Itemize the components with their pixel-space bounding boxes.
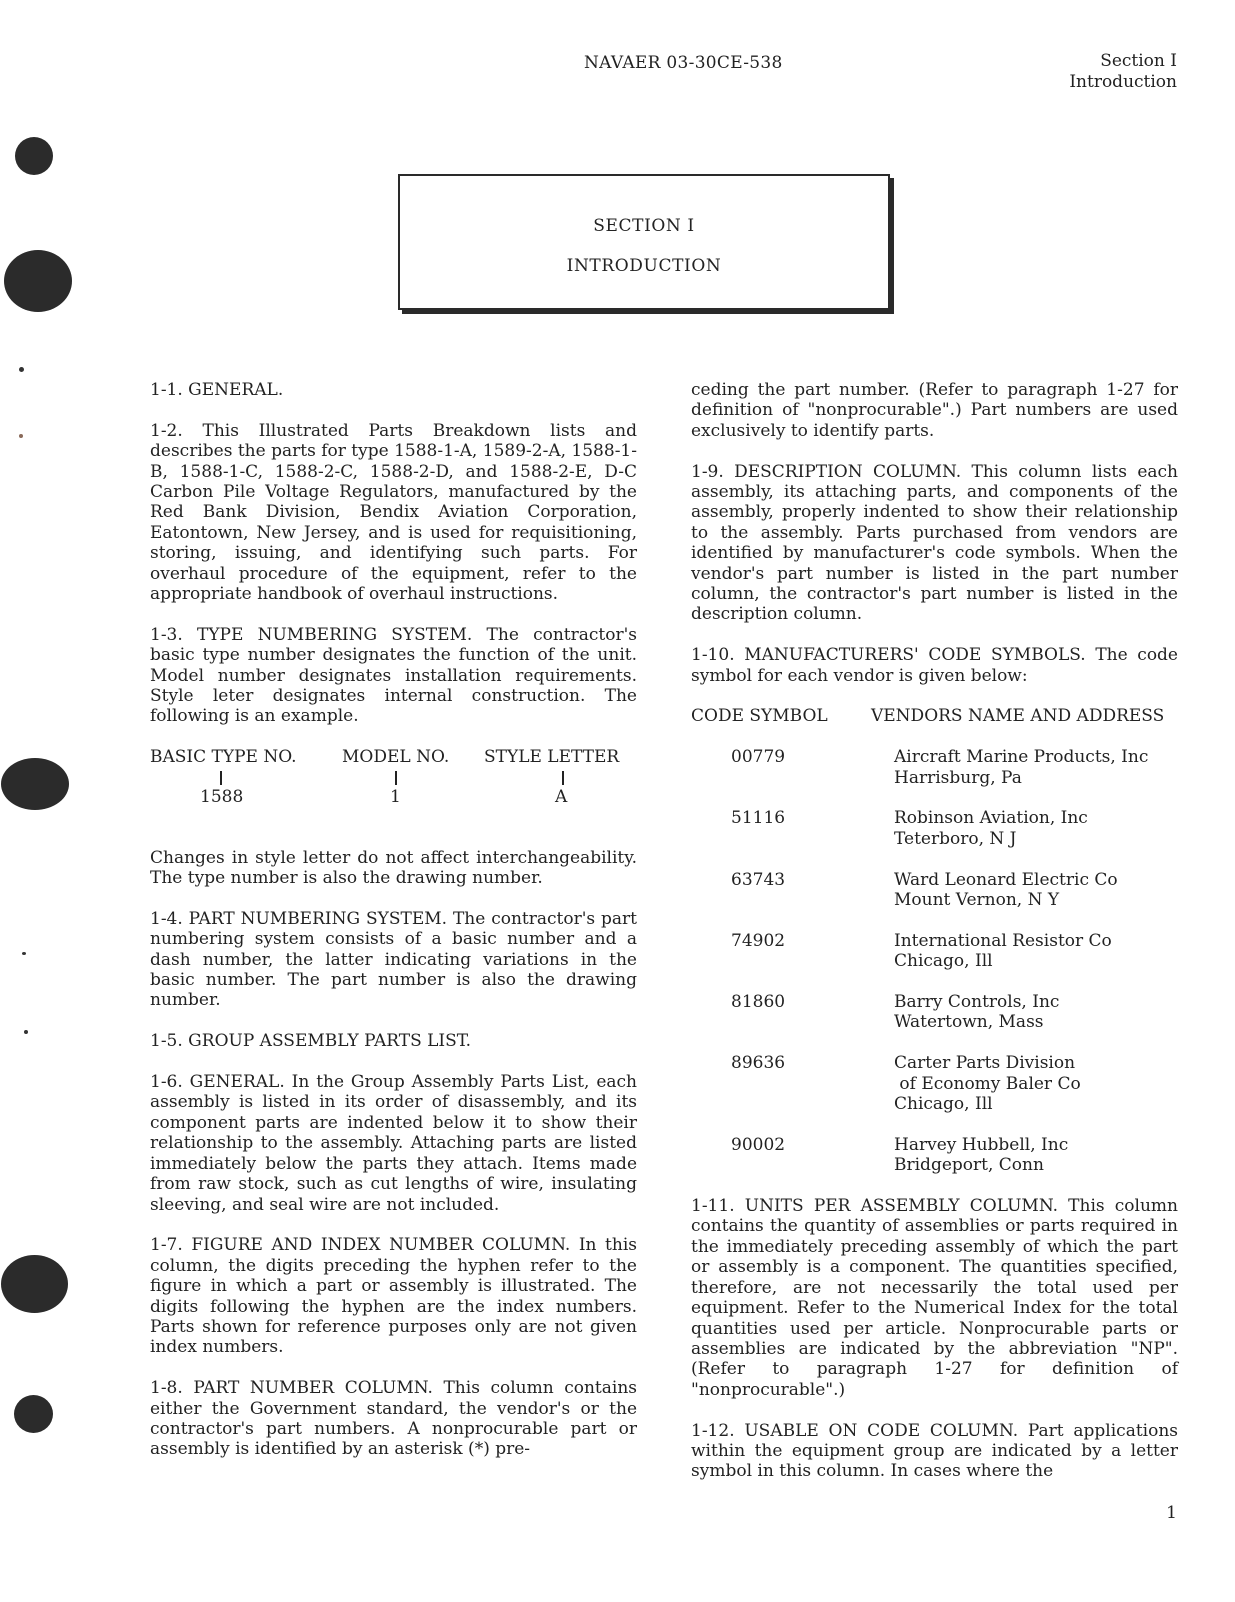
vendor-name: International Resistor Co (894, 930, 1112, 951)
left-column (150, 380, 637, 1480)
punch-hole-icon (1, 758, 69, 810)
vendor-code: 74902 (731, 930, 786, 951)
right-column (691, 380, 1178, 1502)
column-header-vendor: VENDORS NAME AND ADDRESS (871, 706, 1165, 727)
vendor-name: Harvey Hubbell, Inc (894, 1134, 1069, 1155)
section-subtitle: Introduction (1069, 72, 1177, 92)
vendor-location: Mount Vernon, N Y (894, 890, 1060, 911)
paragraph-1-5: 1-5. GROUP ASSEMBLY PARTS LIST. (150, 1031, 472, 1052)
vendor-address (894, 1053, 1178, 1114)
punch-hole-icon (1, 1255, 68, 1313)
section-title: SECTION I (593, 216, 695, 236)
vendor-row (691, 870, 1178, 911)
vendor-address (894, 747, 1178, 788)
paragraph-1-3: 1-3. TYPE NUMBERING SYSTEM. The contractor's basic type number designates the function of the unit. Model number designates installation requirements. Style leter designates internal construction. The following is an example. (150, 624, 637, 727)
vendor-address (894, 931, 1178, 972)
paragraph-1-6: 1-6. GENERAL. In the Group Assembly Parts List, each assembly is listed in its order of disassembly, and its component parts are indented below it to show their relationship to the assembly. Attaching parts are listed immediately below the parts they attach. Items made from raw stock, such as cut lengths of wire, insulating sleeving, and seal wire are not included. (150, 1072, 637, 1215)
model-label: MODEL NO. (342, 747, 450, 768)
paragraph-1-1: 1-1. GENERAL. (150, 380, 284, 400)
model-value: 1 (390, 787, 401, 808)
column-header-code: CODE SYMBOL (691, 706, 828, 727)
vendor-address (894, 808, 1178, 849)
style-value: A (555, 787, 568, 808)
vendor-address (894, 870, 1178, 911)
vendor-location: Watertown, Mass (894, 1012, 1044, 1033)
speck-mark (19, 367, 24, 372)
section-subtitle-heading: INTRODUCTION (566, 256, 722, 276)
vendor-code: 90002 (731, 1134, 786, 1155)
vendor-name: Ward Leonard Electric Co (894, 869, 1118, 890)
paragraph-1-11: 1-11. UNITS PER ASSEMBLY COLUMN. This column contains the quantity of assemblies or parts required in the immediately preceding assembly of which the part or assembly is a component. The quantities specified, therefore, are not necessarily the total used per equipment. Refer to the Numerical Index for the total quantities used per article. Nonprocurable parts or assemblies are indicated by the abbreviation "NP". (Refer to paragraph 1-27 for definition of "nonprocurable".) (691, 1196, 1178, 1400)
section-label: Section I (1100, 51, 1177, 71)
speck-mark (22, 952, 26, 955)
paragraph-1-2: 1-2. This Illustrated Parts Breakdown lists and describes the parts for type 1588-1-A, 1589-2-A, 1588-1-B, 1588-1-C, 1588-2-C, 1588-2-D, and 1588-2-E, D-C Carbon Pile Voltage Regulators, manufactured by the Red Bank Division, Bendix Aviation Corporation, Eatontown, New Jersey, and is used for requisitioning, storing, issuing, and identifying such parts. For overhaul procedure of the equipment, refer to the appropriate handbook of overhaul instructions. (150, 420, 637, 605)
connector-line (220, 771, 222, 785)
vendor-location: Harrisburg, Pa (894, 767, 1022, 788)
vendor-location: Chicago, Ill (894, 1094, 993, 1115)
paragraph-1-7: 1-7. FIGURE AND INDEX NUMBER COLUMN. In this column, the digits preceding the hyphen refer to the figure in which a part or assembly is illustrated. The digits following the hyphen are the index numbers. Parts shown for reference purposes only are not given index numbers. (150, 1235, 637, 1358)
vendor-code: 63743 (731, 869, 786, 890)
vendor-row (691, 1135, 1178, 1176)
vendor-code: 89636 (731, 1053, 786, 1074)
vendor-name: Barry Controls, Inc (894, 992, 1060, 1013)
basic-type-label: BASIC TYPE NO. (150, 747, 297, 768)
vendor-location: Bridgeport, Conn (894, 1155, 1044, 1176)
speck-mark (19, 434, 23, 438)
document-number: NAVAER 03-30CE-538 (584, 53, 783, 73)
vendor-row (691, 992, 1178, 1033)
vendor-row (691, 1053, 1178, 1114)
style-label: STYLE LETTER (484, 747, 620, 768)
basic-type-value: 1588 (200, 787, 244, 808)
connector-line (395, 771, 397, 785)
vendor-name: Robinson Aviation, Inc (894, 808, 1088, 829)
paragraph-1-9: 1-9. DESCRIPTION COLUMN. This column lists each assembly, its attaching parts, and components of the assembly, properly indented to show their relationship to the assembly. Parts purchased from vendors are identified by manufacturer's code symbols. When the vendor's part number is listed in the part number column, the contractor's part number is listed in the description column. (691, 461, 1178, 625)
paragraph-1-4: 1-4. PART NUMBERING SYSTEM. The contractor's part numbering system consists of a basic number and a dash number, the latter indicating variations in the basic number. The part number is also the drawing number. (150, 908, 637, 1011)
punch-hole-icon (4, 250, 72, 312)
vendor-location: Chicago, Ill (894, 951, 993, 972)
page-number: 1 (1166, 1503, 1177, 1523)
vendor-name-cont: of Economy Baler Co (894, 1073, 1081, 1094)
vendor-code: 51116 (731, 808, 786, 829)
vendor-code: 00779 (731, 747, 786, 768)
paragraph-1-10: 1-10. MANUFACTURERS' CODE SYMBOLS. The code symbol for each vendor is given below: (691, 645, 1178, 686)
vendor-name: Carter Parts Division (894, 1053, 1076, 1074)
punch-hole-icon (14, 1395, 53, 1433)
vendor-address (894, 1135, 1178, 1176)
vendor-address (894, 992, 1178, 1033)
vendor-row (691, 747, 1178, 788)
vendor-name: Aircraft Marine Products, Inc (894, 747, 1149, 768)
paragraph-1-8: 1-8. PART NUMBER COLUMN. This column contains either the Government standard, the vendor's or the contractor's part numbers. A nonprocurable part or assembly is identified by an asterisk (*) pre- (150, 1378, 637, 1460)
vendor-code: 81860 (731, 992, 786, 1013)
paragraph-1-12: 1-12. USABLE ON CODE COLUMN. Part applications within the equipment group are indicated by a letter symbol in this column. In cases where the (691, 1420, 1178, 1482)
connector-line (562, 771, 564, 785)
vendor-row (691, 808, 1178, 849)
vendor-location: Teterboro, N J (894, 828, 1017, 849)
vendor-table-header (691, 706, 1178, 726)
section-header (1069, 51, 1177, 93)
paragraph-1-8-continued: ceding the part number. (Refer to paragraph 1-27 for definition of "nonprocurable".) Part numbers are used exclusively to identify parts. (691, 380, 1178, 441)
paragraph-1-3-note: Changes in style letter do not affect interchangeability. The type number is also the drawing number. (150, 847, 637, 889)
section-title-box (398, 174, 890, 310)
speck-mark (24, 1030, 28, 1034)
type-numbering-example (150, 747, 637, 827)
vendor-row (691, 931, 1178, 972)
punch-hole-icon (15, 137, 53, 175)
